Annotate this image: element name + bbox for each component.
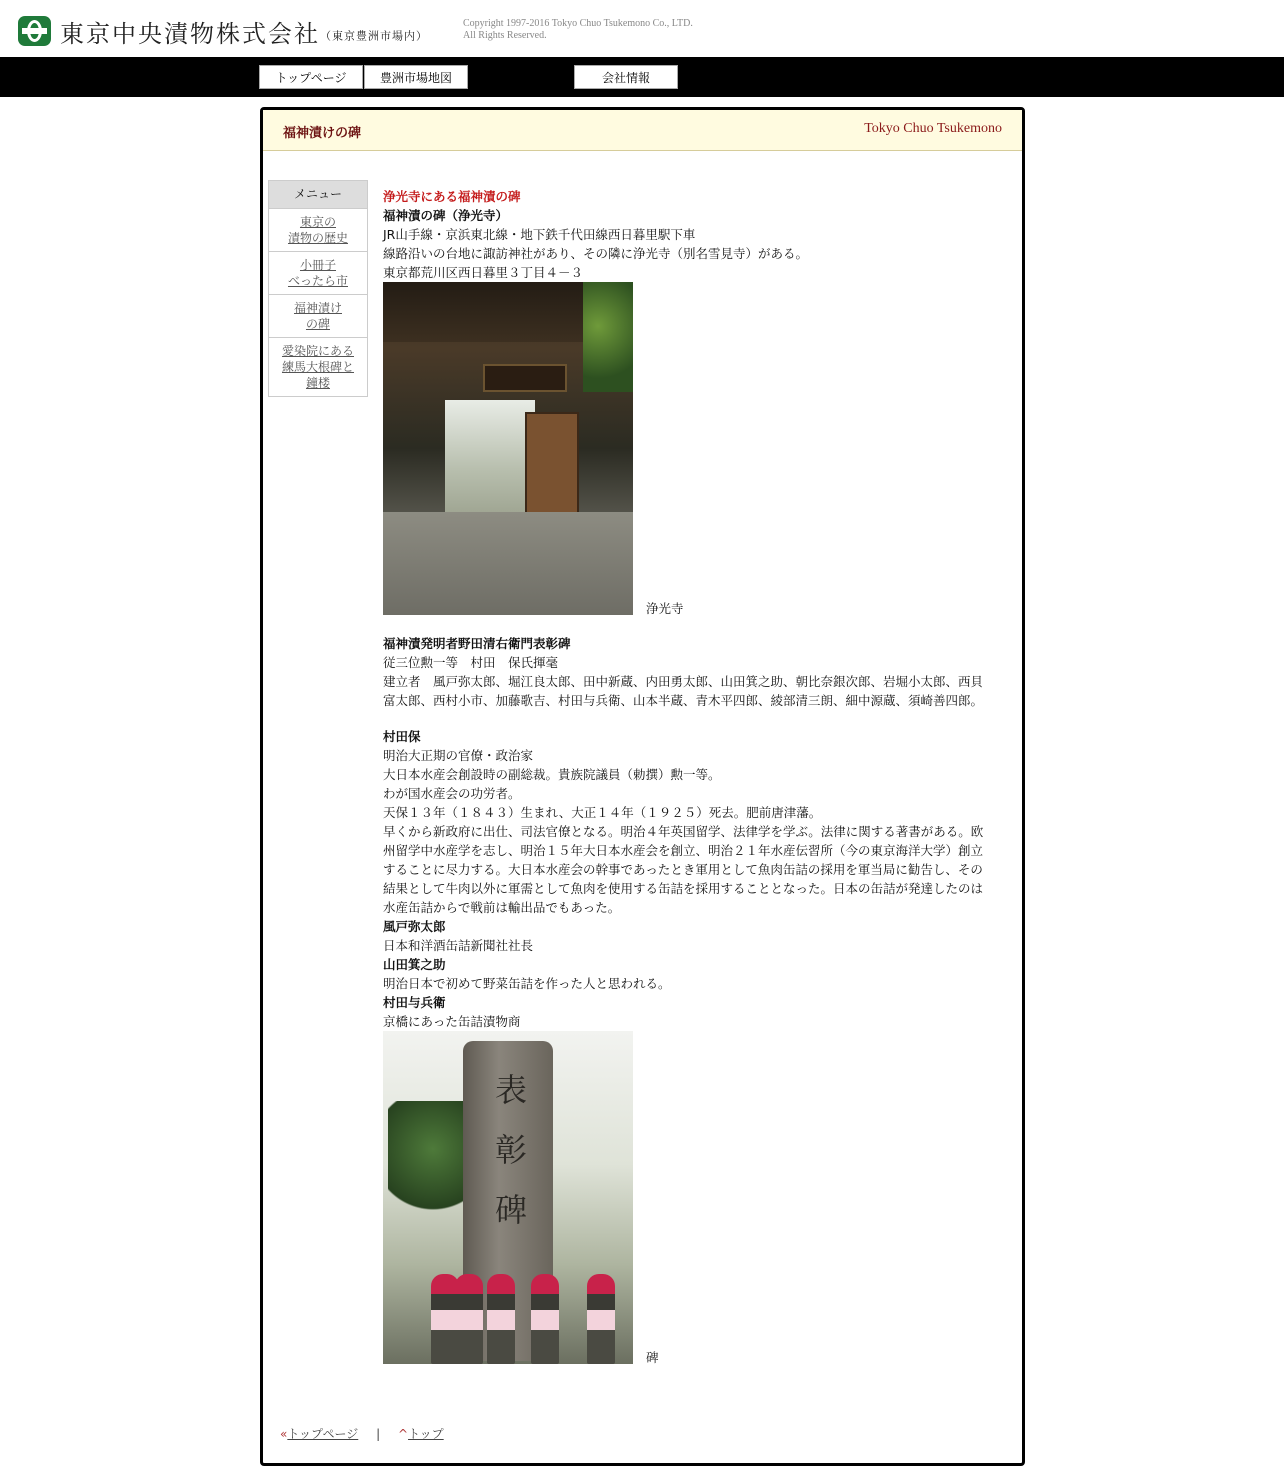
copyright <box>463 18 693 42</box>
person4-description: 京橋にあった缶詰漬物商 <box>383 1014 521 1029</box>
menu-item-aizenin-monument[interactable]: 愛染院にある 練馬大根碑と 鐘楼 <box>269 337 367 396</box>
nav-market-map-button[interactable]: 豊洲市場地図 <box>364 65 468 89</box>
footer-separator: | <box>376 1427 381 1441</box>
person1-line: わが国水産会の功労者。 <box>383 786 521 801</box>
builders-list: 建立者 風戸弥太郎、堀江良太郎、田中新蔵、内田勇太郎、山田箕之助、朝比奈銀次郎、岩堀小太郎、西貝富太郎、西村小市、加藤歌吉、村田与兵衛、山本半蔵、青木平四郎、綾部清三朗、細中源蔵、須崎善四郎。 <box>383 674 984 708</box>
location-description: 線路沿いの台地に諏訪神社があり、その隣に浄光寺（別名雪見寺）がある。 <box>383 246 809 261</box>
article-subtitle: 福神漬の碑（浄光寺） <box>383 208 509 223</box>
site-header <box>0 0 1284 57</box>
copyright-line1: Copyright 1997-2016 Tokyo Chuo Tsukemono Co., LTD. <box>463 18 693 29</box>
main-frame <box>260 107 1025 1466</box>
page-title: 福神漬けの碑 <box>283 126 362 141</box>
menu-item-tokyo-history[interactable]: 東京の 漬物の歴史 <box>269 208 367 251</box>
photo-row-temple <box>383 282 988 615</box>
access-info: JR山手線・京浜東北線・地下鉄千代田線西日暮里駅下車 <box>383 227 696 242</box>
monument-photo-caption: 碑 <box>646 1350 659 1365</box>
calligrapher-line: 従三位勲一等 村田 保氏揮毫 <box>383 655 559 670</box>
monument-title: 福神漬発明者野田清右衛門表彰碑 <box>383 636 571 651</box>
footer-back-to-top-link[interactable]: トップ <box>408 1427 444 1441</box>
double-arrow-left-icon: « <box>280 1427 288 1441</box>
person2-description: 日本和洋酒缶詰新聞社社長 <box>383 938 534 953</box>
side-menu <box>268 180 368 397</box>
person1-biography: 早くから新政府に出仕、司法官僚となる。明治４年英国留学、法律学を学ぶ。法律に関する著書がある。欧州留学中水産学を志し、明治１５年大日本水産会を創立、明治２１年水産伝習所（今の東京海洋大学）創立することに尽力する。大日本水産会の幹事であったとき軍用として魚肉缶詰の採用を軍当局に勧告し、その結果として牛肉以外に軍需として魚肉を使用する缶詰を採用することとなった。日本の缶詰が発達したのは水産缶詰からで戦前は輸出品でもあった。 <box>383 824 984 915</box>
person1-line: 大日本水産会創設時の副総裁。貴族院議員（勅撰）勲一等。 <box>383 767 721 782</box>
menu-heading: メニュー <box>269 181 367 208</box>
person-name-yamada: 山田箕之助 <box>383 957 446 972</box>
nav-bar <box>0 57 1284 97</box>
brand-name: Tokyo Chuo Tsukemono <box>864 121 1002 136</box>
person-name-murata-tamotsu: 村田保 <box>383 729 421 744</box>
footer-top-page-link[interactable]: トップページ <box>287 1427 359 1441</box>
person1-line: 明治大正期の官僚・政治家 <box>383 748 534 763</box>
temple-gate-photo <box>383 282 633 615</box>
person-name-kazato: 風戸弥太郎 <box>383 919 446 934</box>
caret-up-icon: ^ <box>397 1427 409 1441</box>
company-logo-icon[interactable] <box>18 16 51 46</box>
temple-photo-caption: 浄光寺 <box>646 601 684 616</box>
menu-item-fukujinzuke-monument[interactable]: 福神漬け の碑 <box>269 294 367 337</box>
nav-top-page-button[interactable]: トップページ <box>259 65 363 89</box>
article-content <box>383 187 988 1364</box>
copyright-line2: All Rights Reserved. <box>463 30 547 41</box>
menu-item-booklet-bettara[interactable]: 小冊子 べったら市 <box>269 251 367 294</box>
photo-row-monument <box>383 1031 988 1364</box>
monument-photo: 表 彰 碑 <box>383 1031 633 1364</box>
title-bar <box>263 110 1022 151</box>
section-title: 浄光寺にある福神漬の碑 <box>383 189 521 204</box>
footer-links <box>280 1425 444 1442</box>
person1-line: 天保１３年（１８４３）生まれ、大正１４年（１９２５）死去。肥前唐津藩。 <box>383 805 822 820</box>
company-sub: （東京豊洲市場内） <box>320 29 428 43</box>
person-name-murata-yohei: 村田与兵衛 <box>383 995 446 1010</box>
company-name[interactable]: 東京中央漬物株式会社（東京豊洲市場内） <box>60 20 428 48</box>
person3-description: 明治日本で初めて野菜缶詰を作った人と思われる。 <box>383 976 671 991</box>
nav-company-info-button[interactable]: 会社情報 <box>574 65 678 89</box>
address: 東京都荒川区西日暮里３丁目４－３ <box>383 265 584 280</box>
